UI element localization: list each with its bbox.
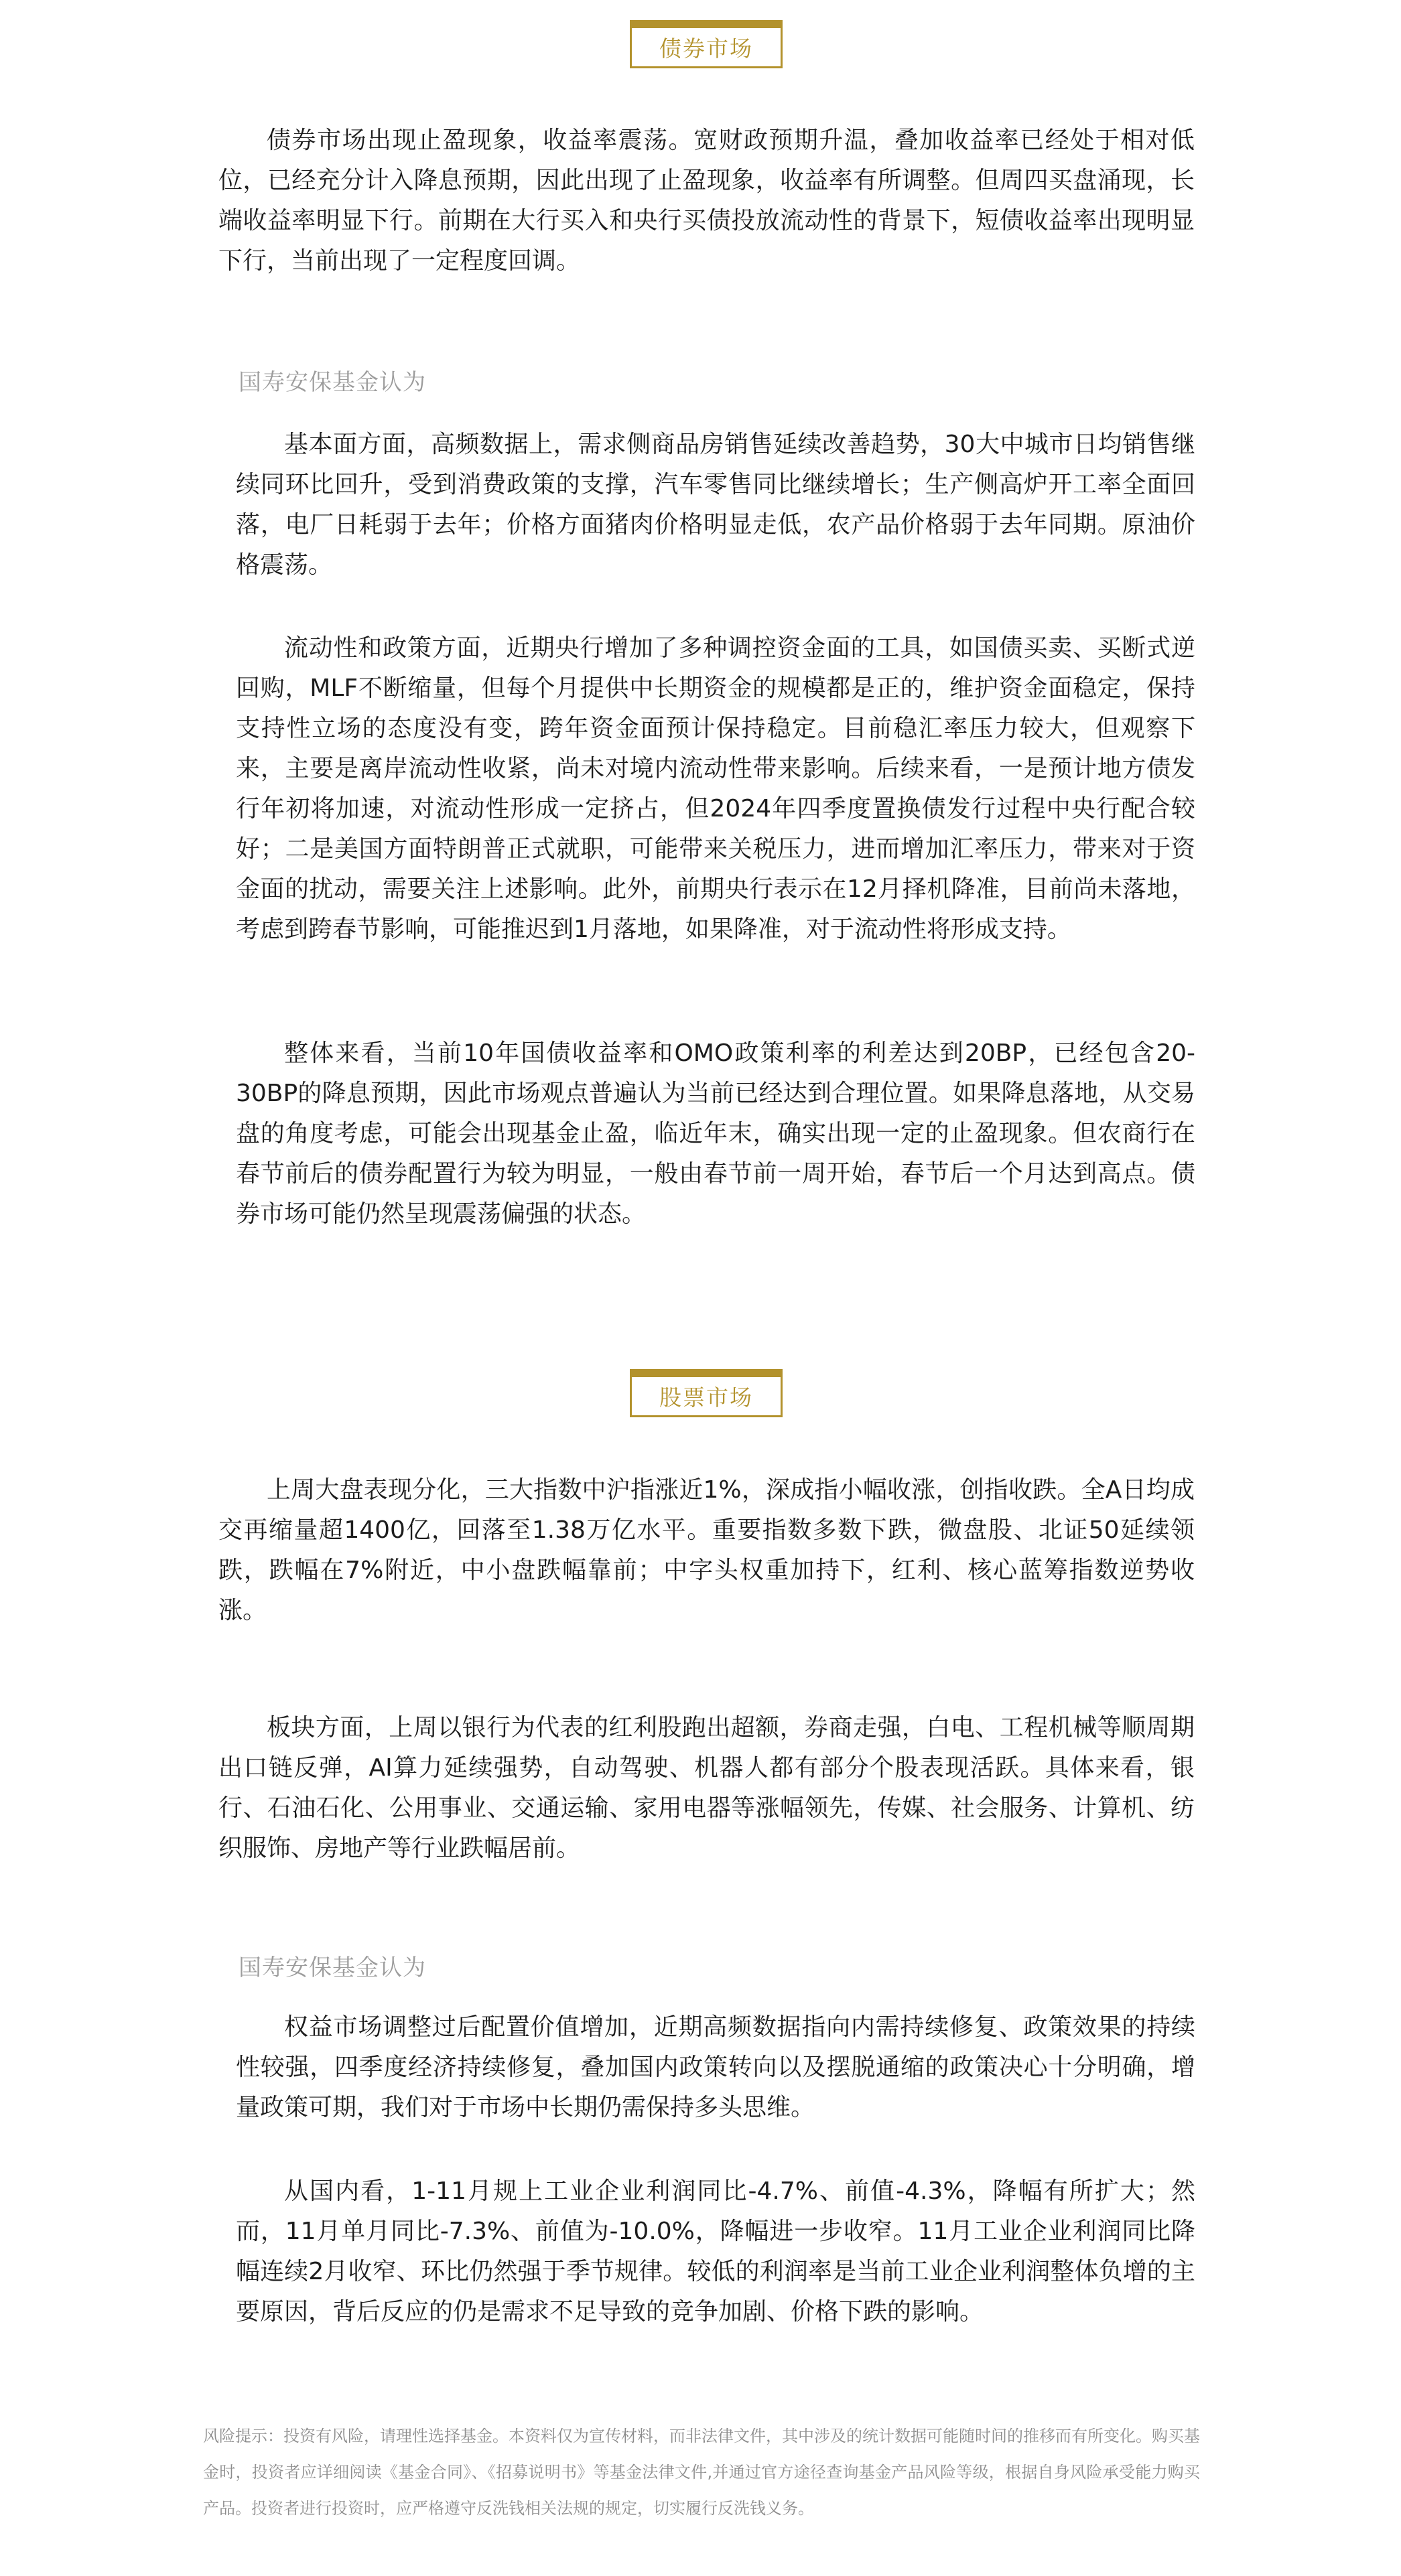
stock-equity-view-paragraph: 权益市场调整过后配置价值增加，近期高频数据指向内需持续修复、政策效果的持续性较强，四季度经济持续修复，叠加国内政策转向以及摆脱通缩的政策决心十分明确，增量政策可期，我们对于市场中长期仍需保持多头思维。: [236, 2013, 1195, 2121]
bond-overall-paragraph: 整体来看，当前10年国债收益率和OMO政策利率的利差达到20BP，已经包含20-30BP的降息预期，因此市场观点普遍认为当前已经达到合理位置。如果降息落地，从交易盘的角度考虑，可能会出现基金止盈，临近年末，确实出现一定的止盈现象。但农商行在春节前后的债券配置行为较为明显，一般由春节前一周开始，春节后一个月达到高点。债券市场可能仍然呈现震荡偏强的状态。: [236, 1040, 1195, 1228]
bond-market-section-label: 债券市场: [630, 20, 783, 68]
bond-fundamentals-paragraph: 基本面方面，高频数据上，需求侧商品房销售延续改善趋势，30大中城市日均销售继续同环比回升，受到消费政策的支撑，汽车零售同比继续增长；生产侧高炉开工率全面回落，电厂日耗弱于去年；价格方面猪肉价格明显走低，农产品价格弱于去年同期。原油价格震荡。: [236, 431, 1195, 579]
stock-market-section-label: 股票市场: [630, 1369, 783, 1417]
stock-sector-paragraph: 板块方面，上周以银行为代表的红利股跑出超额，券商走强，白电、工程机械等顺周期出口链反弹，AI算力延续强势，自动驾驶、机器人都有部分个股表现活跃。具体来看，银行、石油石化、公用事业、交通运输、家用电器等涨幅领先，传媒、社会服务、计算机、纺织服饰、房地产等行业跌幅居前。: [218, 1714, 1195, 1862]
stock-domestic-profit-paragraph: 从国内看，1-11月规上工业企业利润同比-4.7%、前值-4.3%，降幅有所扩大；然而，11月单月同比-7.3%、前值为-10.0%，降幅进一步收窄。11月工业企业利润同比降幅连续2月收窄、环比仍然强于季节规律。较低的利润率是当前工业企业利润整体负增的主要原因，背后反应的仍是需求不足导致的竞争加剧、价格下跌的影响。: [236, 2177, 1195, 2325]
stock-market-overview-paragraph: 上周大盘表现分化，三大指数中沪指涨近1%，深成指小幅收涨，创指收跌。全A日均成交再缩量超1400亿，回落至1.38万亿水平。重要指数多数下跌，微盘股、北证50延续领跌，跌幅在7%附近，中小盘跌幅靠前；中字头权重加持下，红利、核心蓝筹指数逆势收涨。: [218, 1476, 1195, 1624]
bond-market-intro-paragraph: 债券市场出现止盈现象，收益率震荡。宽财政预期升温，叠加收益率已经处于相对低位，已经充分计入降息预期，因此出现了止盈现象，收益率有所调整。但周四买盘涌现，长端收益率明显下行。前期在大行买入和央行买债投放流动性的背景下，短债收益率出现明显下行，当前出现了一定程度回调。: [218, 127, 1195, 275]
bond-liquidity-policy-paragraph: 流动性和政策方面，近期央行增加了多种调控资金面的工具，如国债买卖、买断式逆回购，MLF不断缩量，但每个月提供中长期资金的规模都是正的，维护资金面稳定，保持支持性立场的态度没有变，跨年资金面预计保持稳定。目前稳汇率压力较大，但观察下来，主要是离岸流动性收紧，尚未对境内流动性带来影响。后续来看，一是预计地方债发行年初将加速，对流动性形成一定挤占，但2024年四季度置换债发行过程中央行配合较好；二是美国方面特朗普正式就职，可能带来关税压力，进而增加汇率压力，带来对于资金面的扰动，需要关注上述影响。此外，前期央行表示在12月择机降准，目前尚未落地，考虑到跨春节影响，可能推迟到1月落地，如果降准，对于流动性将形成支持。: [236, 634, 1195, 943]
bond-view-heading: 国寿安保基金认为: [239, 369, 426, 396]
stock-view-heading: 国寿安保基金认为: [239, 1954, 426, 1981]
risk-disclaimer: 风险提示：投资有风险，请理性选择基金。本资料仅为宣传材料，而非法律文件，其中涉及的统计数据可能随时间的推移而有所变化。购买基金时，投资者应详细阅读《基金合同》、《招募说明书》等基金法律文件,并通过官方途径查询基金产品风险等级，根据自身风险承受能力购买产品。投资者进行投资时，应严格遵守反洗钱相关法规的规定，切实履行反洗钱义务。: [203, 2427, 1200, 2518]
